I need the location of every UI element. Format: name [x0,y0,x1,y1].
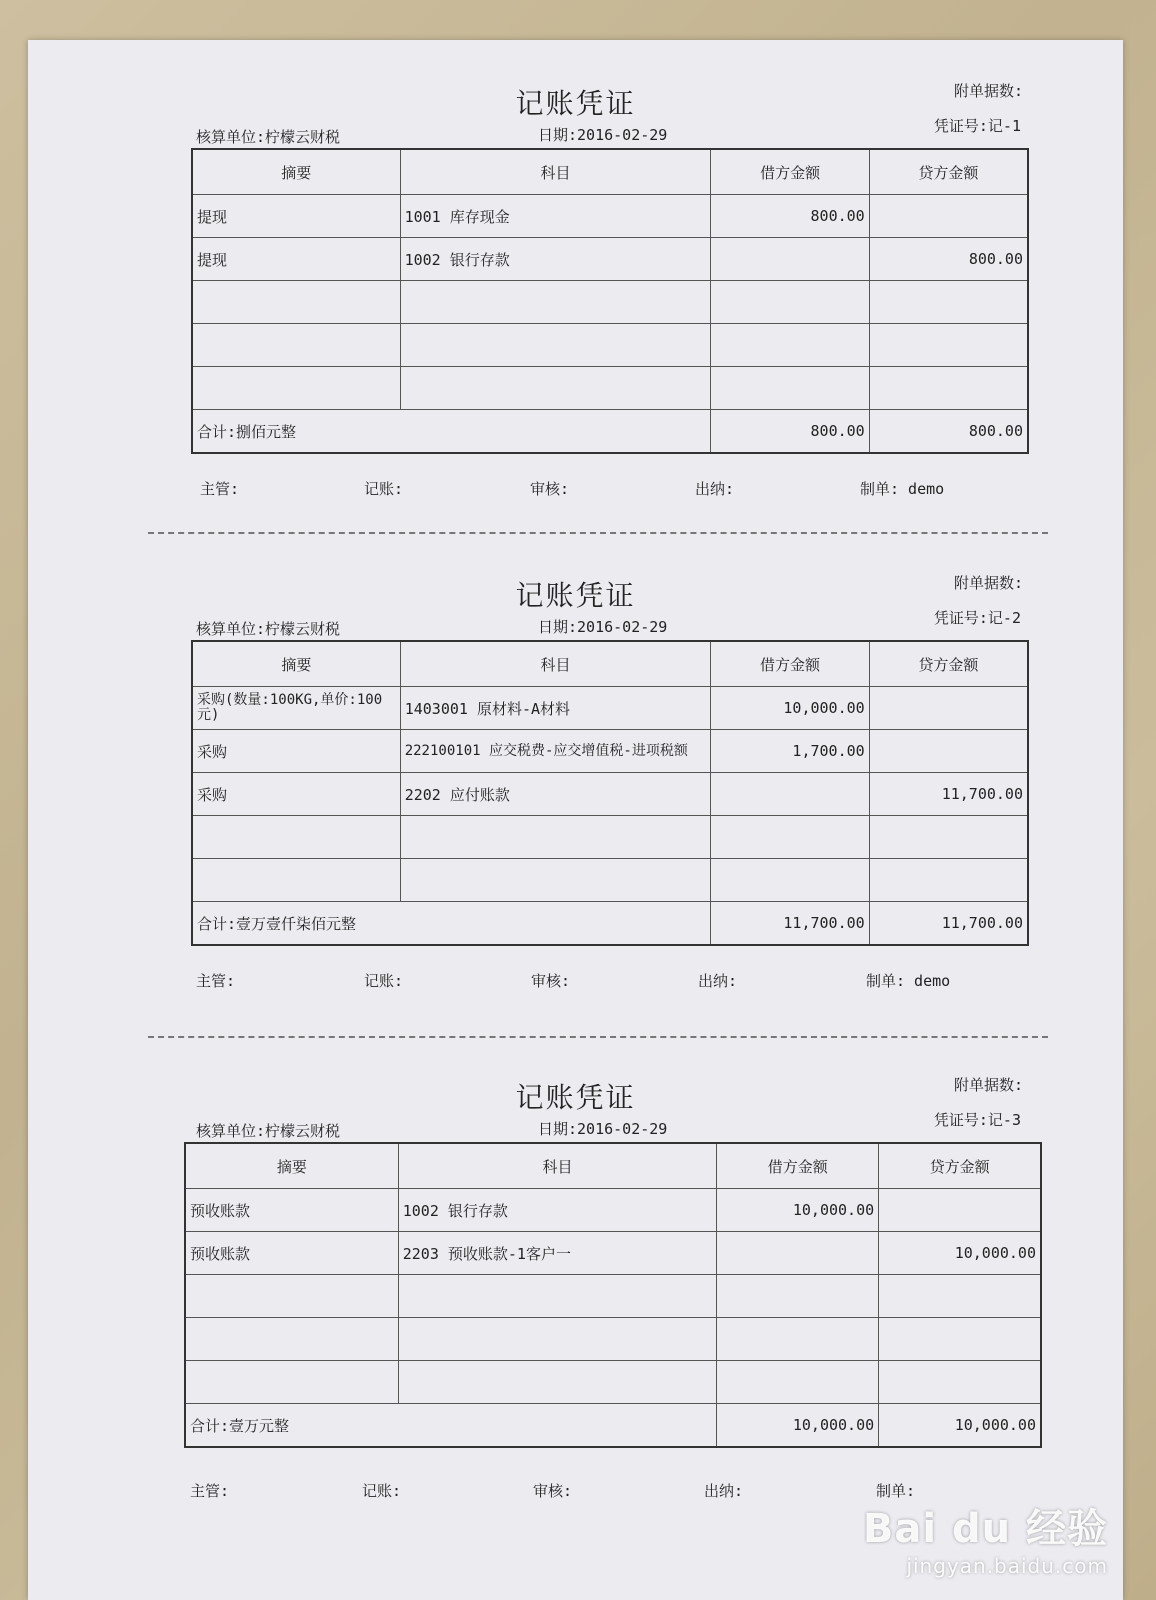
debit-cell [711,816,869,859]
voucher-table [184,1142,1042,1448]
supervisor-label: 主管: [200,480,240,498]
entry-row [192,367,1028,410]
voucher-table [191,148,1029,454]
account-cell: 1001 库存现金 [400,195,711,238]
signature-row [28,478,1123,502]
debit-cell [711,859,869,902]
account-cell [400,816,711,859]
summary-cell [185,1318,398,1361]
header-debit: 借方金额 [711,149,869,195]
total-credit: 800.00 [869,410,1028,454]
header-account: 科目 [400,149,711,195]
total-debit: 11,700.00 [711,902,869,946]
supervisor-label: 主管: [196,972,236,990]
voucher-table [191,640,1029,946]
entry-row [192,816,1028,859]
voucher-2 [28,552,1123,1022]
total-row [192,410,1028,454]
entry-row [192,281,1028,324]
credit-cell [879,1318,1041,1361]
entry-row [185,1275,1041,1318]
entry-row [192,238,1028,281]
total-label: 合计:壹万壹仟柒佰元整 [192,902,711,946]
credit-cell [879,1275,1041,1318]
debit-cell: 1,700.00 [711,730,869,773]
credit-cell [879,1361,1041,1404]
account-cell [400,281,711,324]
reviewer-label: 审核: [533,1482,573,1500]
voucher-number: 凭证号:记-1 [933,117,1021,135]
supervisor-label: 主管: [190,1482,230,1500]
account-cell: 2202 应付账款 [400,773,711,816]
cut-line [148,1036,1048,1038]
header-summary: 摘要 [185,1143,398,1189]
header-account: 科目 [398,1143,717,1189]
credit-cell [869,859,1028,902]
header-summary: 摘要 [192,149,400,195]
account-cell [400,859,711,902]
voucher-number: 凭证号:记-3 [933,1111,1021,1129]
debit-cell [717,1232,879,1275]
bookkeeper-label: 记账: [364,480,404,498]
reviewer-label: 审核: [531,972,571,990]
entry-row [192,687,1028,730]
summary-cell [192,859,400,902]
summary-cell [192,324,400,367]
credit-cell [869,816,1028,859]
account-cell [398,1318,717,1361]
accounting-unit: 核算单位:柠檬云财税 [196,1122,341,1140]
preparer-label: 制单: demo [860,480,945,498]
account-cell: 1403001 原材料-A材料 [400,687,711,730]
header-row [192,149,1028,195]
debit-cell [711,238,869,281]
paper-sheet [28,40,1123,1600]
entry-row [192,859,1028,902]
summary-cell: 预收账款 [185,1232,398,1275]
voucher-number: 凭证号:记-2 [933,609,1021,627]
debit-cell [711,324,869,367]
credit-cell [879,1189,1041,1232]
summary-cell: 提现 [192,195,400,238]
debit-cell [717,1275,879,1318]
voucher-date: 日期:2016-02-29 [538,618,668,636]
account-cell [400,324,711,367]
voucher-3 [28,1054,1123,1524]
credit-cell [869,195,1028,238]
total-credit: 11,700.00 [869,902,1028,946]
account-cell [398,1361,717,1404]
entry-row [185,1361,1041,1404]
header-account: 科目 [400,641,711,687]
accounting-unit: 核算单位:柠檬云财税 [196,128,341,146]
debit-cell [717,1318,879,1361]
voucher-date: 日期:2016-02-29 [538,126,668,144]
voucher-title: 记账凭证 [515,1081,636,1114]
credit-cell [869,730,1028,773]
summary-cell: 提现 [192,238,400,281]
entry-row [192,324,1028,367]
account-cell: 1002 银行存款 [400,238,711,281]
total-label: 合计:壹万元整 [185,1404,717,1448]
header-debit: 借方金额 [711,641,869,687]
signature-row [28,970,1123,994]
summary-cell [192,367,400,410]
summary-cell [192,281,400,324]
voucher-title: 记账凭证 [515,87,636,120]
preparer-label: 制单: demo [866,972,951,990]
credit-cell: 800.00 [869,238,1028,281]
attachments-label: 附单据数: [953,574,1023,592]
total-debit: 800.00 [711,410,869,454]
bookkeeper-label: 记账: [362,1482,402,1500]
cashier-label: 出纳: [698,972,738,990]
voucher-date: 日期:2016-02-29 [538,1120,668,1138]
summary-cell [185,1275,398,1318]
debit-cell [711,281,869,324]
voucher-title: 记账凭证 [515,579,636,612]
cashier-label: 出纳: [695,480,735,498]
summary-cell [185,1361,398,1404]
total-debit: 10,000.00 [717,1404,879,1448]
voucher-1 [28,60,1123,530]
watermark-logo-text: Bai du 经验 [862,1506,1108,1552]
accounting-unit: 核算单位:柠檬云财税 [196,620,341,638]
total-row [192,902,1028,946]
account-cell [400,367,711,410]
entry-row [185,1189,1041,1232]
account-cell [398,1275,717,1318]
total-credit: 10,000.00 [879,1404,1041,1448]
debit-cell: 10,000.00 [711,687,869,730]
credit-cell: 11,700.00 [869,773,1028,816]
credit-cell: 10,000.00 [879,1232,1041,1275]
header-credit: 贷方金额 [879,1143,1041,1189]
entry-row [185,1318,1041,1361]
credit-cell [869,687,1028,730]
credit-cell [869,281,1028,324]
header-credit: 贷方金额 [869,641,1028,687]
summary-cell [192,816,400,859]
debit-cell [711,773,869,816]
entry-row [192,730,1028,773]
watermark-url: jingyan.baidu.com [906,1554,1108,1578]
header-debit: 借方金额 [717,1143,879,1189]
cut-line [148,532,1048,534]
credit-cell [869,367,1028,410]
bookkeeper-label: 记账: [364,972,404,990]
header-summary: 摘要 [192,641,400,687]
cashier-label: 出纳: [704,1482,744,1500]
header-row [192,641,1028,687]
entry-row [185,1232,1041,1275]
summary-cell: 采购 [192,730,400,773]
attachments-label: 附单据数: [953,82,1023,100]
entry-row [192,195,1028,238]
debit-cell: 800.00 [711,195,869,238]
header-row [185,1143,1041,1189]
account-cell: 2203 预收账款-1客户一 [398,1232,717,1275]
account-cell: 1002 银行存款 [398,1189,717,1232]
summary-cell: 采购 [192,773,400,816]
summary-cell: 采购(数量:100KG,单价:100元) [192,687,400,730]
attachments-label: 附单据数: [953,1076,1023,1094]
account-cell: 222100101 应交税费-应交增值税-进项税额 [400,730,711,773]
debit-cell [711,367,869,410]
entry-row [192,773,1028,816]
header-credit: 贷方金额 [869,149,1028,195]
summary-cell: 预收账款 [185,1189,398,1232]
total-label: 合计:捌佰元整 [192,410,711,454]
debit-cell [717,1361,879,1404]
preparer-label: 制单: [876,1482,916,1500]
credit-cell [869,324,1028,367]
debit-cell: 10,000.00 [717,1189,879,1232]
total-row [185,1404,1041,1448]
baidu-jingyan-watermark [863,1497,1108,1578]
reviewer-label: 审核: [530,480,570,498]
